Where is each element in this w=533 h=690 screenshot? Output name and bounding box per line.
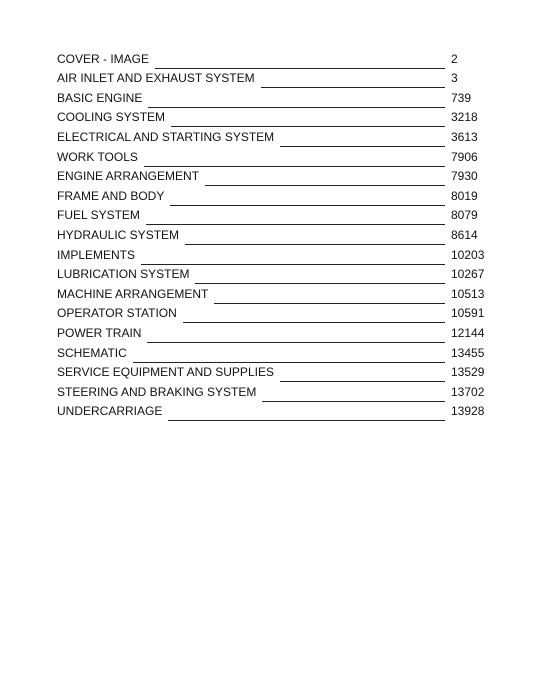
- toc-entry-title: IMPLEMENTS: [57, 247, 136, 262]
- toc-entry-title: SCHEMATIC: [57, 345, 127, 360]
- toc-entry-page: 3: [451, 71, 458, 86]
- toc-entry-page: 3218: [451, 110, 478, 125]
- toc-entry-title: AIR INLET AND EXHAUST SYSTEM: [57, 71, 255, 86]
- toc-entry[interactable]: [57, 183, 487, 203]
- toc-entry[interactable]: [57, 399, 487, 419]
- toc-entry[interactable]: [57, 124, 487, 144]
- toc-entry-title: WORK TOOLS: [57, 149, 138, 164]
- toc-leader-line: [168, 420, 445, 421]
- toc-entry[interactable]: [57, 164, 487, 184]
- toc-entry[interactable]: [57, 281, 487, 301]
- toc-entry[interactable]: [57, 46, 487, 66]
- toc-entry-title: SERVICE EQUIPMENT AND SUPPLIES: [57, 365, 274, 380]
- toc-entry[interactable]: [57, 320, 487, 340]
- toc-entry-title: STEERING AND BRAKING SYSTEM: [57, 384, 257, 399]
- toc-entry[interactable]: [57, 85, 487, 105]
- toc-entry-page: 10203: [451, 247, 485, 262]
- toc-entry[interactable]: [57, 203, 487, 223]
- toc-entry[interactable]: [57, 360, 487, 380]
- toc-entry-title: ELECTRICAL AND STARTING SYSTEM: [57, 129, 275, 144]
- toc-entry[interactable]: [57, 262, 487, 282]
- toc-entry[interactable]: [57, 379, 487, 399]
- toc-entry-title: COOLING SYSTEM: [57, 110, 166, 125]
- toc-entry-title: OPERATOR STATION: [57, 306, 177, 321]
- toc-entry-title: LUBRICATION SYSTEM: [57, 267, 190, 282]
- toc-entry[interactable]: [57, 242, 487, 262]
- toc-entry[interactable]: [57, 222, 487, 242]
- toc-entry[interactable]: [57, 66, 487, 86]
- toc-entry-page: 3613: [451, 129, 478, 144]
- table-of-contents: [57, 46, 487, 418]
- toc-entry-page: 7930: [451, 169, 478, 184]
- toc-entry-title: COVER - IMAGE: [57, 51, 150, 66]
- toc-entry-page: 8614: [451, 227, 478, 242]
- toc-entry[interactable]: [57, 105, 487, 125]
- toc-entry-title: FRAME AND BODY: [57, 188, 165, 203]
- toc-entry-title: ENGINE ARRANGEMENT: [57, 169, 200, 184]
- toc-entry-page: 12144: [451, 325, 485, 340]
- toc-entry-page: 7906: [451, 149, 478, 164]
- toc-entry-page: 8019: [451, 188, 478, 203]
- toc-entry-title: UNDERCARRIAGE: [57, 404, 163, 419]
- toc-entry[interactable]: [57, 301, 487, 321]
- toc-entry-page: 13928: [451, 404, 485, 419]
- toc-entry-page: 10591: [451, 306, 485, 321]
- toc-entry[interactable]: [57, 144, 487, 164]
- toc-entry-page: 739: [451, 90, 472, 105]
- toc-entry-page: 13702: [451, 384, 485, 399]
- toc-entry-page: 8079: [451, 208, 478, 223]
- toc-entry-page: 2: [451, 51, 458, 66]
- toc-entry-page: 10267: [451, 267, 485, 282]
- toc-entry-title: POWER TRAIN: [57, 325, 142, 340]
- toc-entry-title: BASIC ENGINE: [57, 90, 143, 105]
- toc-entry-page: 10513: [451, 286, 485, 301]
- toc-entry[interactable]: [57, 340, 487, 360]
- toc-entry-page: 13455: [451, 345, 485, 360]
- toc-entry-title: MACHINE ARRANGEMENT: [57, 286, 209, 301]
- toc-entry-title: FUEL SYSTEM: [57, 208, 140, 223]
- toc-entry-page: 13529: [451, 365, 485, 380]
- toc-entry-title: HYDRAULIC SYSTEM: [57, 227, 180, 242]
